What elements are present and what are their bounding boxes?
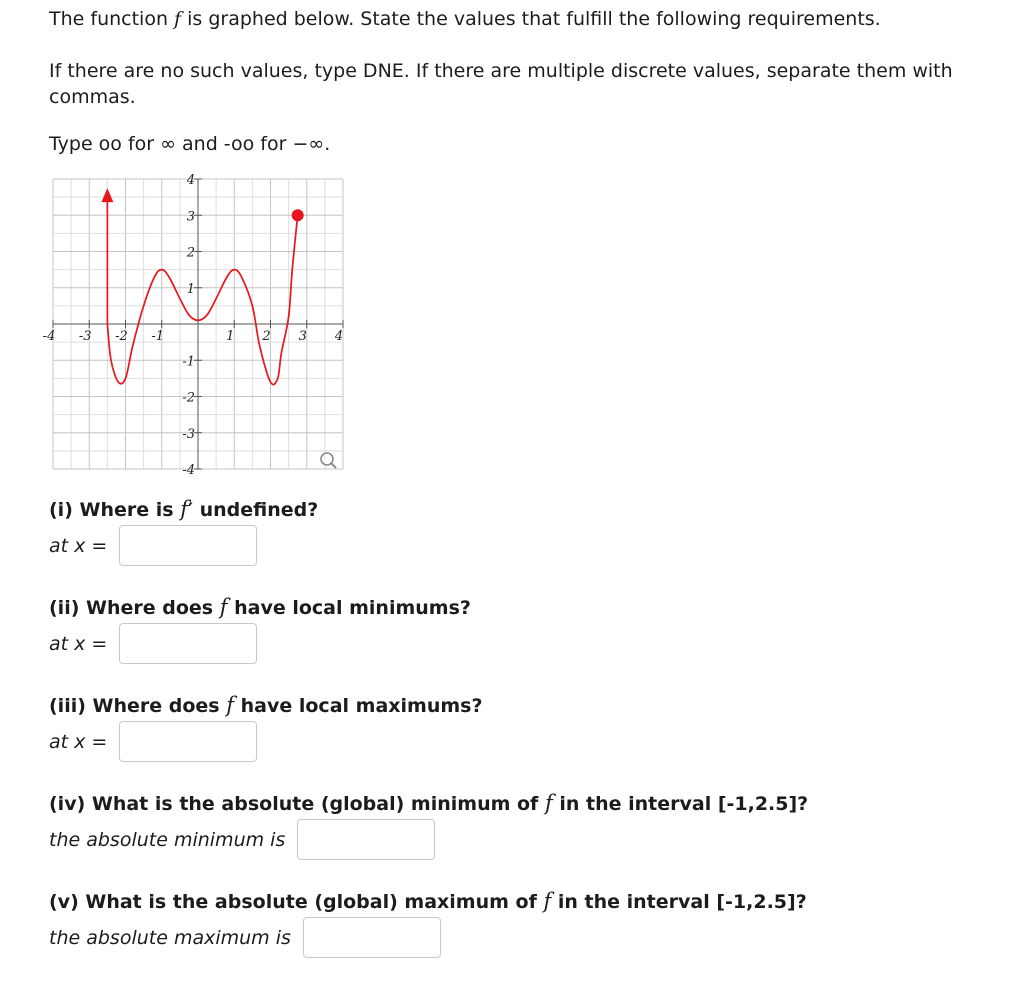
magnifier-icon[interactable] — [321, 453, 336, 468]
negative-infinity-symbol: −∞ — [292, 133, 325, 155]
answer-input-1[interactable] — [119, 525, 257, 566]
question-1 — [49, 497, 318, 521]
answer-row-1 — [49, 525, 257, 566]
x-tick-label: 3 — [298, 329, 307, 344]
instruction-line-3: commas. — [49, 86, 136, 108]
instruction-text: The function — [49, 8, 175, 30]
instruction-text: is graphed below. State the values that fulfill the following requirements. — [181, 8, 881, 30]
y-tick-label: -2 — [182, 390, 195, 406]
function-symbol: f — [219, 595, 228, 619]
instruction-line-2: If there are no such values, type DNE. If there are multiple discrete values, separate them with — [49, 60, 953, 82]
question-2 — [49, 595, 471, 619]
y-tick-label: -1 — [182, 354, 195, 370]
x-tick-label: -4 — [42, 329, 56, 344]
y-tick-label: 1 — [186, 281, 195, 297]
endpoint-dot — [292, 209, 304, 221]
question-text: ′ undefined? — [187, 499, 319, 521]
question-4 — [49, 791, 808, 815]
question-5 — [49, 889, 807, 913]
y-tick-label: 4 — [186, 173, 195, 188]
answer-input-2[interactable] — [119, 623, 257, 664]
function-symbol: f — [226, 693, 235, 717]
axes — [53, 179, 343, 469]
instruction-text: and -oo for — [175, 133, 293, 155]
answer-label: at x = — [49, 730, 108, 753]
y-tick-label: 3 — [186, 209, 195, 225]
x-tick-label: -2 — [115, 329, 128, 344]
instruction-text: Type oo for — [49, 133, 161, 155]
function-symbol: f — [180, 497, 188, 521]
arrow-head-up — [101, 188, 113, 202]
answer-input-3[interactable] — [119, 721, 257, 762]
instruction-line-1 — [49, 8, 881, 30]
x-tick-label: -1 — [151, 329, 165, 344]
function-symbol: f — [543, 889, 552, 913]
answer-label: the absolute minimum is — [49, 828, 286, 851]
answer-input-4[interactable] — [297, 819, 435, 860]
answer-label: the absolute maximum is — [49, 926, 291, 949]
question-text: (iv) What is the absolute (global) minimum of — [49, 793, 545, 815]
answer-row-4 — [49, 819, 435, 860]
answer-input-5[interactable] — [303, 917, 441, 958]
x-tick-label: 4 — [334, 329, 344, 344]
function-graph[interactable] — [42, 173, 345, 478]
question-text: in the interval [-1,2.5]? — [551, 891, 807, 913]
answer-row-2 — [49, 623, 257, 664]
question-text: in the interval [-1,2.5]? — [552, 793, 809, 815]
infinity-symbol: ∞ — [160, 133, 176, 155]
question-text: (ii) Where does — [49, 597, 220, 619]
y-tick-label: -3 — [182, 426, 195, 442]
instruction-text: . — [324, 133, 331, 155]
series-line-f — [107, 197, 297, 384]
answer-label: at x = — [49, 632, 108, 655]
x-tick-label: 1 — [226, 329, 235, 344]
instruction-line-4 — [49, 133, 330, 155]
question-text: have local maximums? — [234, 695, 483, 717]
question-text: (iii) Where does — [49, 695, 227, 717]
function-symbol: f — [544, 791, 553, 815]
question-text: (i) Where is — [49, 499, 181, 521]
question-text: (v) What is the absolute (global) maximum of — [49, 891, 544, 913]
y-tick-label: 2 — [186, 245, 195, 261]
question-3 — [49, 693, 482, 717]
answer-label: at x = — [49, 534, 108, 557]
function-symbol: f — [174, 8, 182, 30]
y-tick-label: -4 — [182, 463, 195, 478]
answer-row-3 — [49, 721, 257, 762]
x-tick-label: -3 — [78, 329, 92, 344]
series — [101, 188, 303, 384]
x-tick-label: 2 — [262, 329, 271, 344]
question-text: have local minimums? — [227, 597, 471, 619]
answer-row-5 — [49, 917, 441, 958]
